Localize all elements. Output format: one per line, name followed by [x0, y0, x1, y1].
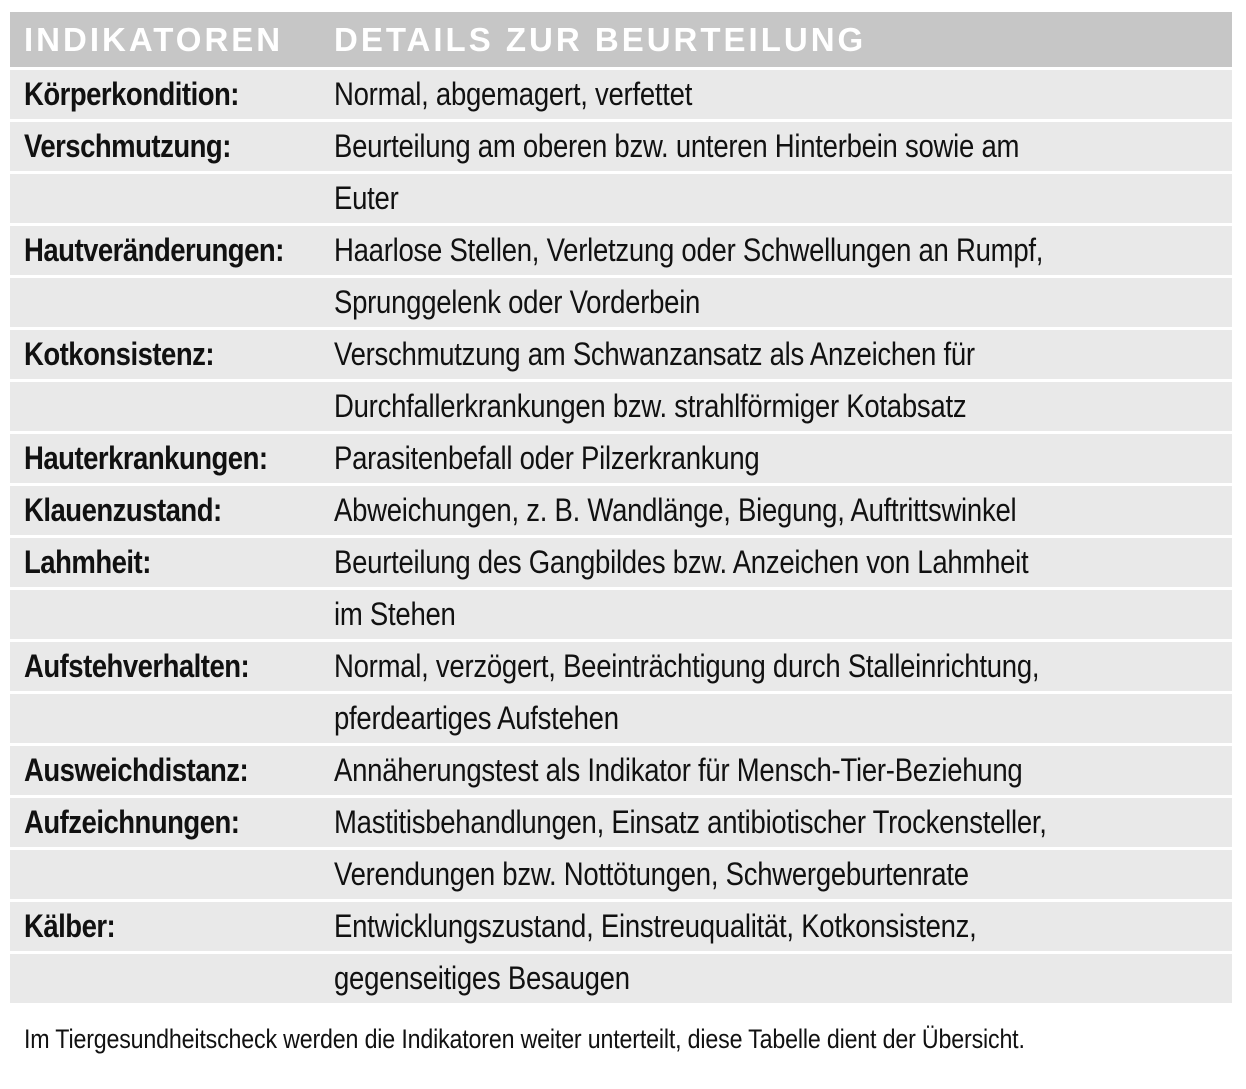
indicator-label: Kälber:	[24, 908, 116, 944]
table-row	[10, 486, 1232, 538]
indicator-detail: Normal, abgemagert, verfettet	[334, 76, 693, 112]
table-row-continuation	[10, 382, 1232, 434]
indicator-label: Klauenzustand:	[24, 492, 222, 528]
table-header	[10, 12, 1232, 70]
table-row-continuation	[10, 850, 1232, 902]
table-caption: Im Tiergesundheitscheck werden die Indikatoren weiter unterteilt, diese Tabelle dient der Übersicht.	[24, 1024, 1025, 1054]
table-row	[10, 330, 1232, 382]
indicator-detail: Parasitenbefall oder Pilzerkrankung	[334, 440, 760, 476]
table-row-continuation	[10, 174, 1232, 226]
indicator-detail: Verschmutzung am Schwanzansatz als Anzeichen für	[334, 336, 975, 372]
indicator-label: Kotkonsistenz:	[24, 336, 215, 372]
header-details: DETAILS ZUR BEURTEILUNG	[334, 21, 867, 58]
indicator-label: Lahmheit:	[24, 544, 151, 580]
indicator-detail: Verendungen bzw. Nottötungen, Schwergeburtenrate	[334, 856, 969, 892]
indicator-detail: Mastitisbehandlungen, Einsatz antibiotischer Trockensteller,	[334, 804, 1047, 840]
table-row	[10, 798, 1232, 850]
table-row	[10, 902, 1232, 954]
table-row-continuation	[10, 590, 1232, 642]
indicator-detail: Beurteilung am oberen bzw. unteren Hinterbein sowie am	[334, 128, 1020, 164]
indicator-label: Ausweichdistanz:	[24, 752, 249, 788]
table-row	[10, 70, 1232, 122]
table-row-continuation	[10, 278, 1232, 330]
indicator-table	[10, 12, 1232, 1006]
indicator-detail: Abweichungen, z. B. Wandlänge, Biegung, Auftrittswinkel	[334, 492, 1017, 528]
indicator-detail: Annäherungstest als Indikator für Mensch-Tier-Beziehung	[334, 752, 1023, 788]
indicator-detail: Entwicklungszustand, Einstreuqualität, Kotkonsistenz,	[334, 908, 977, 944]
indicator-detail: Normal, verzögert, Beeinträchtigung durch Stalleinrichtung,	[334, 648, 1040, 684]
indicator-detail: Durchfallerkrankungen bzw. strahlförmiger Kotabsatz	[334, 388, 967, 424]
table-row	[10, 538, 1232, 590]
indicator-detail: im Stehen	[334, 596, 456, 632]
table-body	[10, 70, 1232, 1006]
indicator-label: Körperkondition:	[24, 76, 239, 112]
indicator-detail: pferdeartiges Aufstehen	[334, 700, 619, 736]
indicator-label: Aufzeichnungen:	[24, 804, 240, 840]
header-indikatoren: INDIKATOREN	[24, 21, 284, 58]
indicator-detail: Euter	[334, 180, 399, 216]
indicator-label: Aufstehverhalten:	[24, 648, 250, 684]
indicator-detail: Beurteilung des Gangbildes bzw. Anzeichen von Lahmheit	[334, 544, 1029, 580]
table-row	[10, 642, 1232, 694]
indicator-label: Verschmutzung:	[24, 128, 231, 164]
table-row	[10, 122, 1232, 174]
indicator-detail: Haarlose Stellen, Verletzung oder Schwellungen an Rumpf,	[334, 232, 1044, 268]
table-row-continuation	[10, 954, 1232, 1006]
indicator-detail: gegenseitiges Besaugen	[334, 960, 630, 996]
table-row	[10, 226, 1232, 278]
table-row	[10, 746, 1232, 798]
indicator-label: Hauterkrankungen:	[24, 440, 268, 476]
indicator-label: Hautveränderungen:	[24, 232, 284, 268]
table-row-continuation	[10, 694, 1232, 746]
table-row	[10, 434, 1232, 486]
indicator-detail: Sprunggelenk oder Vorderbein	[334, 284, 701, 320]
